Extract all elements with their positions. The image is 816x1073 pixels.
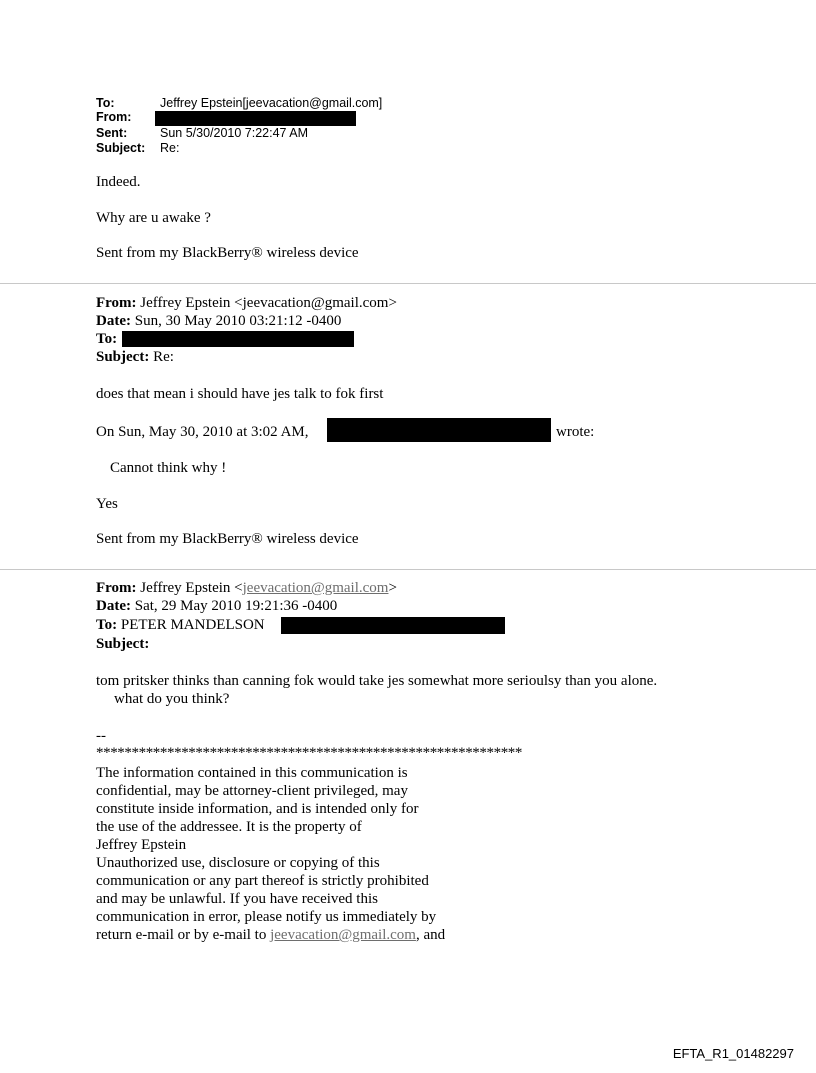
disclaimer-line: Unauthorized use, disclosure or copying of this bbox=[96, 855, 380, 871]
divider bbox=[0, 569, 816, 570]
from-prefix: Jeffrey Epstein < bbox=[140, 580, 243, 596]
from-label: From: bbox=[96, 110, 132, 124]
asterisk-rule: ************************************************************ bbox=[96, 745, 523, 761]
disclaimer-line: communication in error, please notify us immediately by bbox=[96, 909, 437, 925]
document-id: EFTA_R1_01482297 bbox=[672, 1046, 794, 1061]
body-line: does that mean i should have jes talk to fok first bbox=[96, 386, 384, 402]
date-value: Sat, 29 May 2010 19:21:36 -0400 bbox=[134, 598, 338, 614]
quote-line: Cannot think why ! bbox=[110, 460, 227, 476]
quoted-subject bbox=[96, 349, 174, 366]
divider bbox=[0, 283, 816, 284]
body-line: Indeed. bbox=[96, 174, 141, 190]
date-label: Date: bbox=[96, 313, 131, 329]
to-label: To: bbox=[96, 331, 118, 347]
attribution-suffix: wrote: bbox=[556, 424, 595, 440]
to-label: To: bbox=[96, 96, 115, 110]
disclaimer-line: and may be unlawful. If you have received this bbox=[96, 891, 378, 907]
quoted-to bbox=[96, 331, 117, 348]
body-line: Yes bbox=[96, 496, 118, 512]
signature-dashes: -- bbox=[96, 728, 106, 744]
redaction-box bbox=[281, 617, 505, 634]
disclaimer-line: constitute inside information, and is intended only for bbox=[96, 801, 419, 817]
from-value: Jeffrey Epstein <jeevacation@gmail.com> bbox=[140, 295, 397, 311]
redaction-box bbox=[327, 418, 551, 442]
to-label: To: bbox=[96, 617, 118, 633]
email-link[interactable]: jeevacation@gmail.com bbox=[242, 580, 389, 596]
subject-value: Re: bbox=[160, 141, 180, 155]
disclaimer-line: confidential, may be attorney-client privileged, may bbox=[96, 783, 408, 799]
from-label: From: bbox=[96, 580, 137, 596]
disclaimer-line: The information contained in this communication is bbox=[96, 765, 408, 781]
date-value: Sun, 30 May 2010 03:21:12 -0400 bbox=[134, 313, 342, 329]
disclaimer-suffix: , and bbox=[415, 927, 446, 943]
quoted-date bbox=[96, 313, 341, 330]
body-line: tom pritsker thinks than canning fok would take jes somewhat more serioulsy than you alone. bbox=[96, 673, 658, 689]
from-label: From: bbox=[96, 295, 137, 311]
subject-label: Subject: bbox=[96, 141, 146, 155]
quoted-from bbox=[96, 580, 397, 597]
subject-label: Subject: bbox=[96, 349, 150, 365]
sent-label: Sent: bbox=[96, 126, 128, 140]
date-label: Date: bbox=[96, 598, 131, 614]
disclaimer-line: the use of the addressee. It is the property of bbox=[96, 819, 362, 835]
sent-value: Sun 5/30/2010 7:22:47 AM bbox=[160, 126, 309, 140]
quoted-from bbox=[96, 295, 397, 312]
disclaimer-line bbox=[96, 927, 445, 944]
signature: Sent from my BlackBerry® wireless device bbox=[96, 245, 359, 261]
quoted-to bbox=[96, 617, 265, 634]
subject-label: Subject: bbox=[96, 636, 150, 652]
from-suffix: > bbox=[388, 580, 397, 596]
attribution-prefix: On Sun, May 30, 2010 at 3:02 AM, bbox=[96, 424, 309, 440]
redaction-box bbox=[122, 331, 354, 347]
signature: Sent from my BlackBerry® wireless device bbox=[96, 531, 359, 547]
redaction-box bbox=[155, 111, 356, 126]
body-line: what do you think? bbox=[114, 691, 230, 707]
disclaimer-line: communication or any part thereof is strictly prohibited bbox=[96, 873, 429, 889]
email-link[interactable]: jeevacation@gmail.com bbox=[270, 927, 416, 943]
quoted-date bbox=[96, 598, 337, 615]
subject-value: Re: bbox=[153, 349, 174, 365]
disclaimer-line: Jeffrey Epstein bbox=[96, 837, 187, 853]
body-line: Why are u awake ? bbox=[96, 210, 211, 226]
quoted-subject bbox=[96, 636, 149, 653]
disclaimer-prefix: return e-mail or by e-mail to bbox=[96, 927, 271, 943]
to-value: PETER MANDELSON bbox=[120, 617, 265, 633]
to-value: Jeffrey Epstein[jeevacation@gmail.com] bbox=[160, 96, 383, 110]
